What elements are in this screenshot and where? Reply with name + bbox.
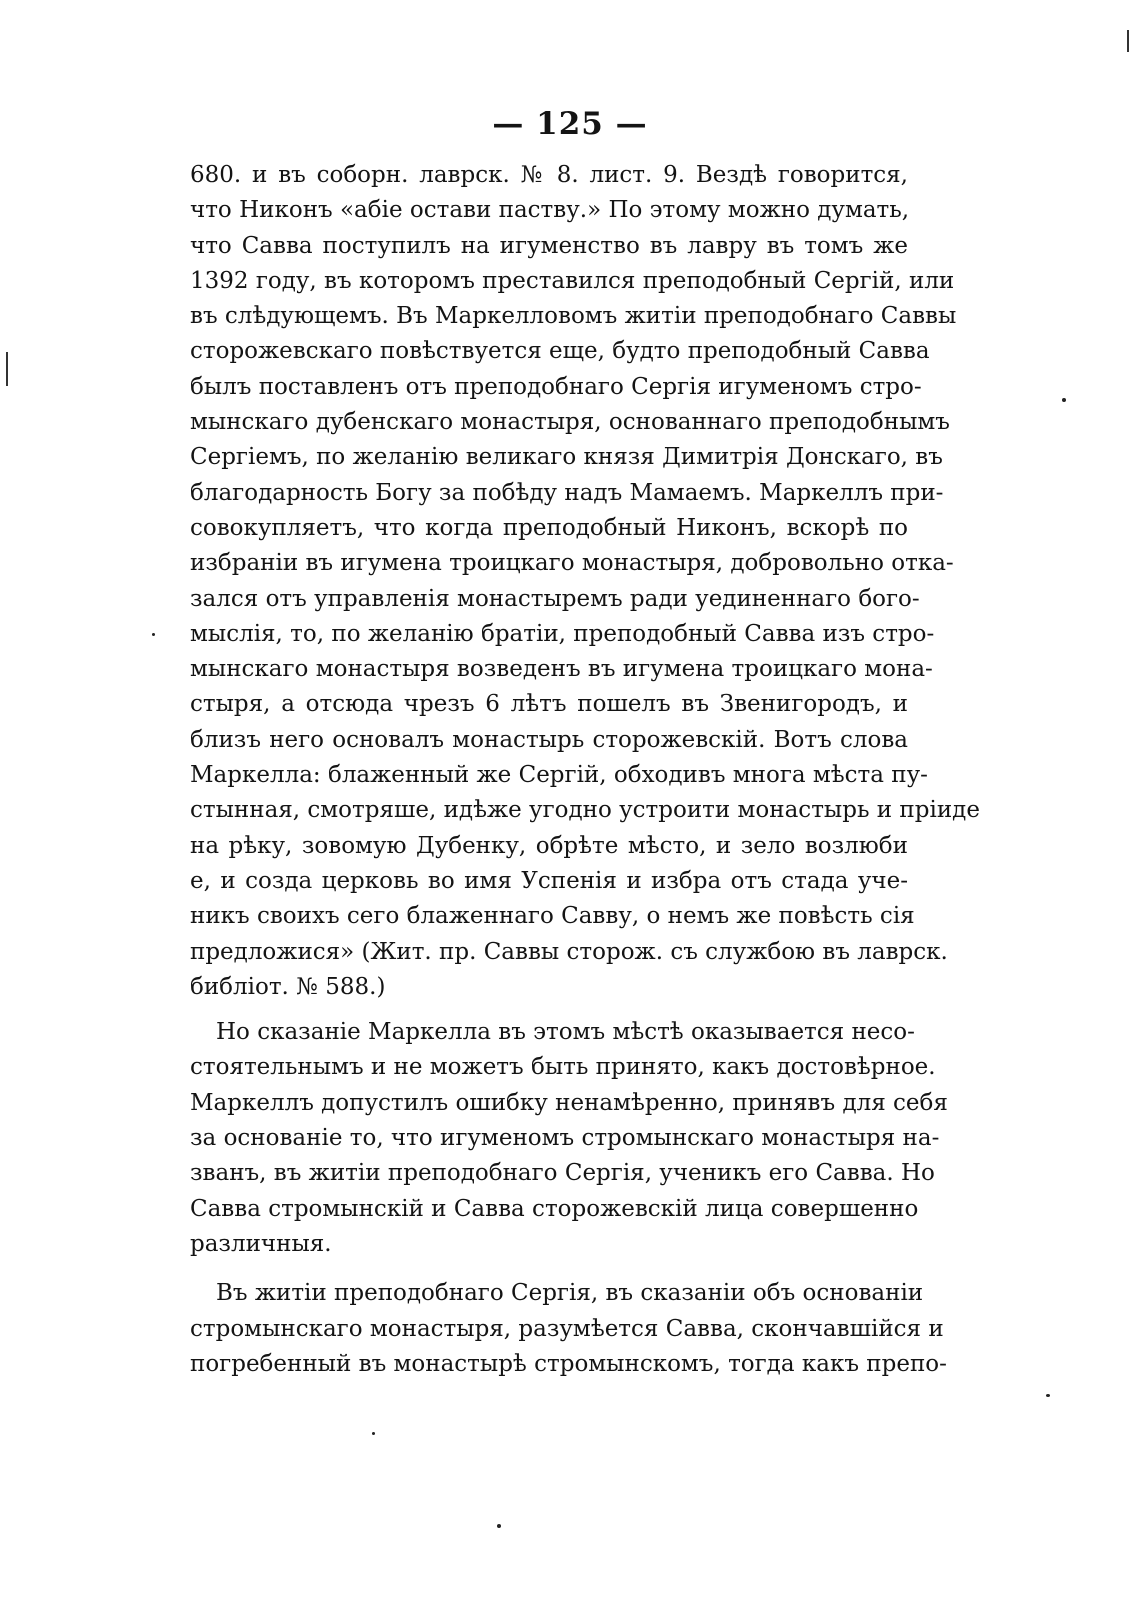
- text-line: никъ своихъ сего блаженнаго Савву, о немъ же повѣсть сія: [190, 903, 915, 930]
- paragraph-gap: [190, 1005, 908, 1015]
- text-line: стынная, смотряше, идѣже угодно устроити монастырь и пріиде: [190, 797, 980, 824]
- text-line: званъ, въ житіи преподобнаго Сергія, ученикъ его Савва. Но: [190, 1160, 935, 1187]
- text-line: стоятельнымъ и не можетъ быть принято, какъ достовѣрное.: [190, 1054, 936, 1081]
- text-line: библіот. № 588.): [190, 973, 386, 1000]
- text-line: благодарность Богу за побѣду надъ Мамаемъ. Маркеллъ при-: [190, 479, 944, 506]
- text-line: 1392 году, въ которомъ преставился преподобный Сергій, или: [190, 267, 955, 294]
- scan-edge-mark: [1127, 30, 1129, 52]
- body-text: [190, 158, 980, 1382]
- text-line: Маркеллъ допустилъ ошибку ненамѣренно, принявъ для себя: [190, 1089, 948, 1116]
- text-line: Савва стромынскій и Савва сторожевскій лица совершенно: [190, 1195, 919, 1222]
- text-line: мыслія, то, по желанію братіи, преподобный Савва изъ стро-: [190, 620, 935, 647]
- paragraph-1: [190, 158, 980, 1005]
- text-line: Сергіемъ, по желанію великаго князя Димитрія Донскаго, въ: [190, 444, 943, 471]
- scan-speck: [372, 1432, 375, 1435]
- text-line: предложися» (Жит. пр. Саввы сторож. съ службою въ лаврск.: [190, 938, 948, 965]
- text-line: стыря, а отсюда чрезъ 6 лѣтъ пошелъ въ Звенигородъ, и: [190, 691, 908, 718]
- text-line: погребенный въ монастырѣ стромынскомъ, тогда какъ препо-: [190, 1350, 947, 1377]
- text-line: что Никонъ «абіе остави паству.» По этому можно думать,: [190, 197, 910, 224]
- text-line: избраніи въ игумена троицкаго монастыря, добровольно отка-: [190, 550, 954, 577]
- text-line: былъ поставленъ отъ преподобнаго Сергія игуменомъ стро-: [190, 373, 922, 400]
- paragraph-gap: [190, 1262, 908, 1276]
- text-line: сторожевскаго повѣствуется еще, будто преподобный Савва: [190, 338, 930, 365]
- text-line: въ слѣдующемъ. Въ Маркелловомъ житіи преподобнаго Саввы: [190, 303, 957, 330]
- text-line: е, и созда церковь во имя Успенія и избра отъ стада уче-: [190, 867, 908, 894]
- text-line: что Савва поступилъ на игуменство въ лавру въ томъ же: [190, 232, 908, 259]
- text-line: Въ житіи преподобнаго Сергія, въ сказаніи объ основаніи: [216, 1280, 924, 1307]
- scan-speck: [497, 1524, 501, 1528]
- text-line: близъ него основалъ монастырь сторожевскій. Вотъ слова: [190, 726, 908, 753]
- scan-speck: [1046, 1394, 1050, 1397]
- page-number: — 125 —: [492, 106, 648, 142]
- text-line: на рѣку, зовомую Дубенку, обрѣте мѣсто, и зело возлюби: [190, 832, 908, 859]
- scan-speck: [1062, 398, 1066, 402]
- text-line: Но сказаніе Маркелла въ этомъ мѣстѣ оказывается несо-: [216, 1019, 915, 1046]
- scan-speck: [152, 633, 155, 636]
- text-line: различныя.: [190, 1230, 332, 1257]
- text-line: мынскаго монастыря возведенъ въ игумена троицкаго мона-: [190, 656, 933, 683]
- paragraph-2: [190, 1015, 948, 1262]
- text-line: 680. и въ соборн. лаврск. № 8. лист. 9. Вездѣ говорится,: [190, 162, 908, 188]
- scan-edge-mark: [6, 352, 8, 386]
- text-line: за основаніе то, что игуменомъ стромынскаго монастыря на-: [190, 1125, 940, 1152]
- text-line: совокупляетъ, что когда преподобный Никонъ, вскорѣ по: [190, 514, 908, 541]
- text-line: Маркелла: блаженный же Сергій, обходивъ многа мѣста пу-: [190, 762, 928, 789]
- text-line: зался отъ управленія монастыремъ ради уединеннаго бого-: [190, 585, 920, 612]
- text-line: стромынскаго монастыря, разумѣется Савва, скончавшійся и: [190, 1315, 944, 1342]
- paragraph-3: [190, 1276, 947, 1382]
- text-line: мынскаго дубенскаго монастыря, основаннаго преподобнымъ: [190, 409, 950, 436]
